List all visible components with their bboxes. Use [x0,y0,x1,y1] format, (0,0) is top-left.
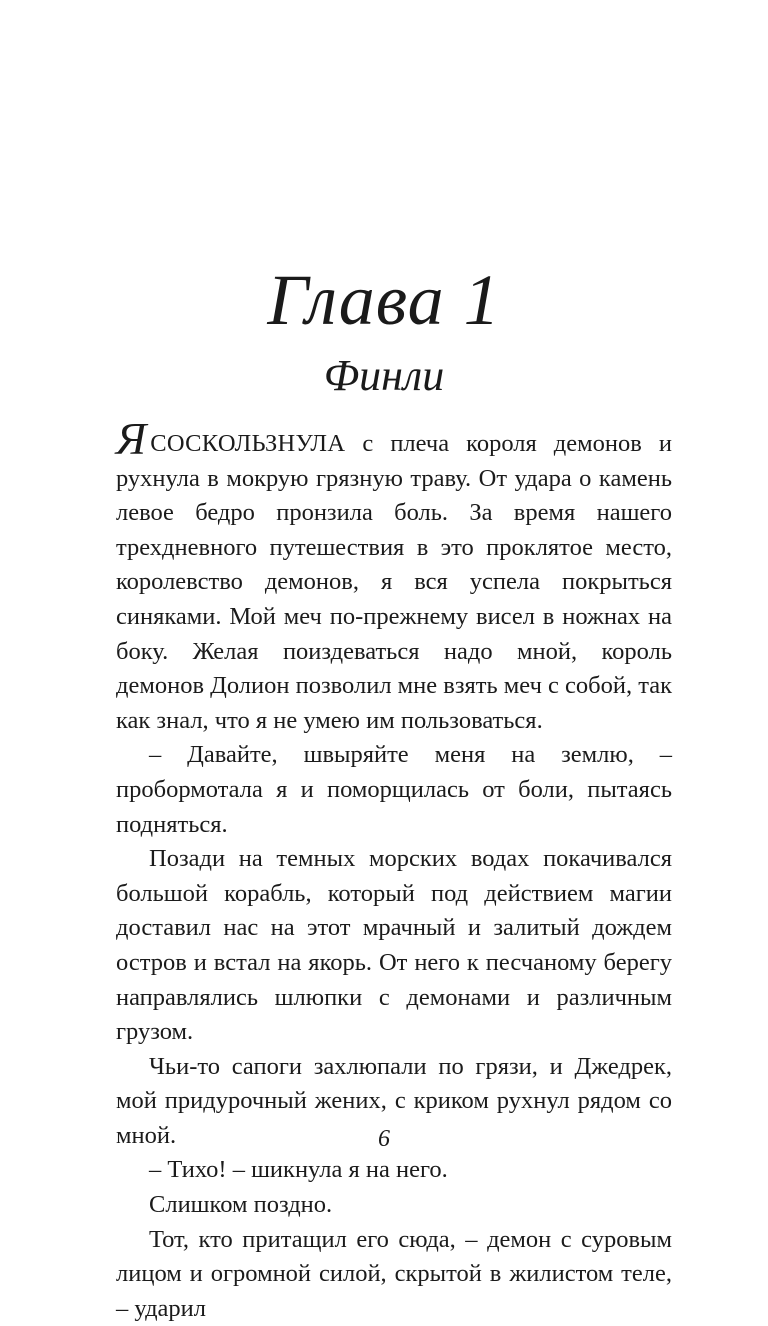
page-number: 6 [378,1126,390,1152]
paragraph-1 [116,413,672,738]
body-text [116,413,672,1326]
paragraph-3: Позади на темных морских водах покачивался большой корабль, который под действием магии доставил нас на этот мрачный и залитый дождем остров и встал на якорь. От него к песчаному берегу направлялись шлюпки с демонами и различным грузом. [116,845,672,1046]
chapter-title: Глава 1 [267,260,501,340]
paragraph-5: – Тихо! – шикнула я на него. [149,1156,448,1184]
paragraph-2: – Давайте, швыряйте меня на землю, – пробормотала я и поморщилась от боли, пытаясь подняться. [116,741,672,838]
drop-cap: Я [116,413,147,464]
paragraph-1-text: с плеча короля демонов и рухнула в мокрую грязную траву. От удара о камень левое бедро пронзила боль. За время нашего трехдневного путешествия в это проклятое место, королевство демонов, я вся успела покрыться синяками. Мой меч по-прежнему висел в ножнах на боку. Желая поиздеваться надо мной, король демонов Долион позволил мне взять меч с собой, так как знал, что я не умею им пользоваться. [116,430,672,734]
lead-in-caps: СОСКОЛЬЗНУЛА [150,430,346,457]
paragraph-4: Чьи-то сапоги захлюпали по грязи, и Джедрек, мой придурочный жених, с криком рухнул рядом со мной. [116,1052,672,1149]
chapter-subtitle: Финли [323,351,445,400]
paragraph-7: Тот, кто притащил его сюда, – демон с суровым лицом и огромной силой, скрытой в жилистом теле, – ударил [116,1225,672,1322]
paragraph-6: Слишком поздно. [149,1191,333,1219]
